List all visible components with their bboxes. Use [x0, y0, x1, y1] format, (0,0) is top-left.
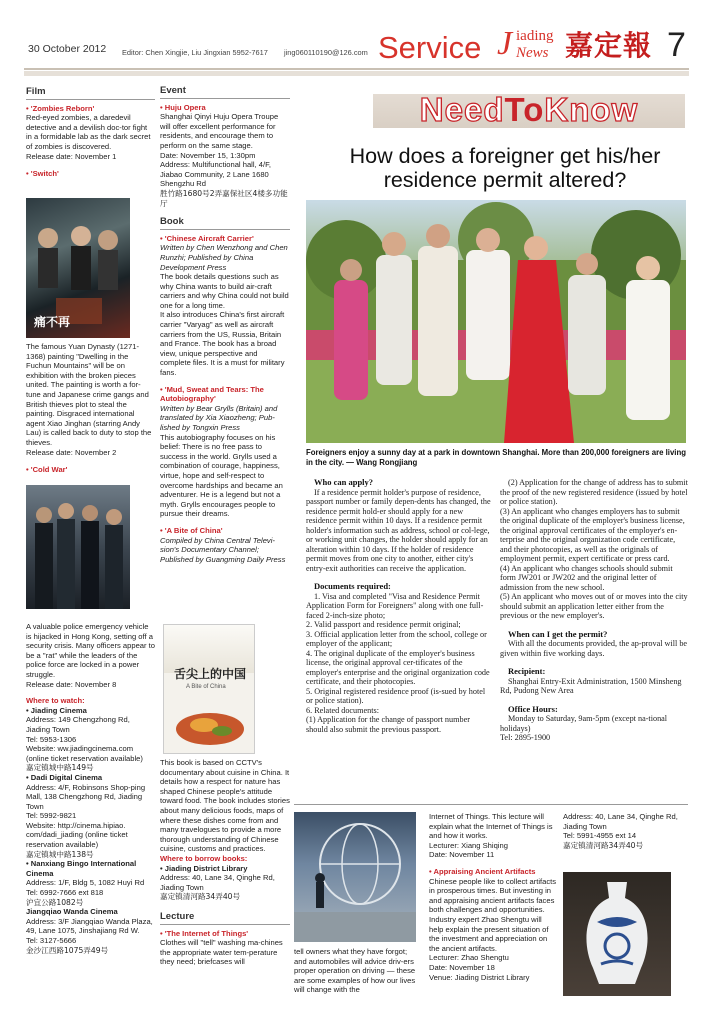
book-desc-carrier: The book details questions such as why China wants to build air-craft carriers and why China could not build one for a long time. It also introduces China's first aircraft carrier "Varyag" as well as aircraft carriers from the US, Russia, Britain and France. The book has a broad view, unique perspective and complete files. It is a must for military fans. [160, 272, 289, 378]
vase-photo [563, 872, 671, 996]
cover-food-art [164, 703, 255, 753]
kicker-need: Need [419, 91, 505, 128]
feature-column-2 [500, 478, 688, 743]
cinema-info-nanxiang: Address: 1/F, Bldg 5, 1082 Huyi Rd Tel: 6992-7666 ext 818 [26, 878, 145, 898]
feature-column-1 [306, 478, 492, 734]
cover-title-en: A Bite of China [186, 684, 226, 690]
cinema-info-dadi: Address: 4/F, Robinsons Shop-ping Mall, 138 Chengzhong Rd, Jiading Town Tel: 5992-9821 Website: http://cinema.hipiao. com/dadi_jiading (online ticket reservation available) [26, 782, 146, 850]
cinema-info-jiading: Address: 149 Chengzhong Rd, Jiading Town Tel: 5953-1306 Website: ww.jiadingcinema.com (online ticket reservation available) [26, 715, 143, 763]
photo-caption: Foreigners enjoy a sunny day at a park in downtown Shanghai. More than 200,000 foreigners are living in the city. — Wang Rongjiang [306, 448, 686, 467]
film-title-zombies: • 'Zombies Reborn' [26, 103, 95, 113]
need-to-know-banner [373, 91, 685, 128]
event-book-column [160, 86, 290, 564]
book-heading: Book [160, 217, 290, 230]
cover-title-cn: 舌尖上的中国 [174, 667, 247, 681]
event-cn-huju: 胜竹路1680号2弄嘉保社区4楼多功能厅 [160, 188, 288, 208]
film-desc-coldwar: A valuable police emergency vehicle is hijacked in Hong Kong, setting off a security crisis. Many officers appear to be a "rat" while the leaders of the police force are locked in a power struggle. Release date: November 8 [26, 622, 156, 689]
lecture-desc-iot-2: tell owners what they have forgot; and automobiles will advice driv-ers proper operation on driving — these are some examples of how our lives will change with the [294, 947, 416, 995]
cinema-cn-wanda: 金沙江西路1075弄49号 [26, 945, 109, 955]
library-name: • Jiading District Library [160, 863, 248, 873]
office-text: Monday to Saturday, 9am-5pm (except na-tional holidays) Tel: 2895-1900 [500, 714, 668, 742]
book-title-bite: • 'A Bite of China' [160, 525, 223, 535]
lecture-column-2 [294, 947, 418, 995]
film-column [26, 87, 155, 179]
cinema-info-wanda: Address: 3/F Jiangqiao Wanda Plaza, 49, Lane 1075, Jinshajiang Rd W. Tel: 3127-5666 [26, 916, 153, 945]
event-heading: Event [160, 86, 290, 99]
lecture-desc-iot-3: Internet of Things. This lecture will explain what the Internet of Things is and how it works. Lecturer: Xiang Shiqing Date: November 11 [429, 812, 553, 860]
lecture-column-4 [563, 812, 688, 850]
film-title-switch: • 'Switch' [26, 169, 59, 179]
lecture-title-artifacts: • Appraising Ancient Artifacts [429, 866, 536, 876]
book-desc-bite: This book is based on CCTV's documentary about cuisine in China. It details how a respect for nature has shaped Chinese people's attitude toward food. The book includes stories about many delicious foods, maps of where these dishes come from and many travelogues to provide a more thorough understanding of Chinese cuisine, customs and practices. [160, 758, 290, 854]
film-heading: Film [26, 87, 155, 100]
logo-letter: J [497, 25, 513, 62]
book-title-carrier: • 'Chinese Aircraft Carrier' [160, 233, 254, 243]
bite-of-china-cover [163, 624, 255, 754]
film-desc-zombies: Red-eyed zombies, a daredevil detective and a devilish doc-tor fight in a formidable lab as the dark secret of zombies is discovered. Release date: November 1 [26, 113, 151, 161]
cinema-name-wanda: Jiangqiao Wanda Cinema [26, 907, 118, 917]
park-photo-art [306, 200, 686, 443]
need-to-know-title [373, 90, 685, 130]
porcelain-vase-art [563, 872, 671, 996]
lecture-divider [294, 804, 688, 805]
chinese-masthead: 嘉定報 [565, 29, 653, 62]
library-cn: 嘉定镇清河路34弄40号 [160, 892, 241, 902]
editor-credit: Editor: Chen Xingjie, Liu Jingxian 5952-7617 [122, 48, 268, 57]
iot-lecture-photo [294, 812, 416, 942]
cinema-cn-jiading: 嘉定镇城中路149号 [26, 763, 94, 773]
book-desc-mud: This autobiography focuses on his belief: There is no free pass to success in the world. Grylls used a combination of courage, happiness, virtue, hope and self-respect to overcome hardships and became an adventurer. He is a legend but not a myth. Grylls encourages people to pursue their dreams. [160, 432, 283, 519]
header-band [24, 71, 689, 76]
film-title-coldwar: • 'Cold War' [26, 465, 68, 475]
docs-text: 1. Visa and completed "Visa and Residence Permit Application Form for Foreigners" along with one full-faced 2-inch-size photo; 2. Valid passport and residence permit original; 3. Official application letter from the school, college or employer of the applicant; 4. The original duplicate of the employer's business license, the original approval cer-tificates of the employer's enterprise and the original organization code certificate, and their photocopies. 5. Original registered residence proof (is-sued by hotel or police station). 6. Related documents: (1) Application for the change of passport number should also submit the previous passport. [306, 591, 490, 734]
logo-top: iading [516, 28, 554, 44]
who-heading: Who can apply? [314, 477, 374, 487]
when-heading: When can I get the permit? [508, 628, 608, 639]
office-heading: Office Hours: [508, 703, 558, 714]
lecture-heading: Lecture [160, 912, 290, 925]
issue-date: 30 October 2012 [28, 43, 107, 55]
book-meta-bite: Compiled by China Central Televi-sion's Documentary Channel; Published by Guangming Daily Press [160, 535, 286, 564]
who-text: If a residence permit holder's purpose of residence, passport number or family depen-dents has changed, the residence permit hold-er should apply for a new residence permit within 10 days. If a residence permit holder's information such as address, school or col-lege, or working unit changes, the holder should apply for an alteration within 10 days. If the holder of residence permit moves from one city to another, either city's entry-exit authorities can receive the application. [306, 487, 491, 573]
kicker-know: Know [544, 91, 639, 128]
where-to-watch-heading: Where to watch: [26, 696, 85, 706]
book-column-2 [160, 758, 290, 967]
film-column-2 [26, 342, 155, 475]
coldwar-poster [26, 485, 130, 609]
editor-email: jing060110190@126.com [284, 48, 368, 57]
cinema-name-jiading: • Jiading Cinema [26, 705, 87, 715]
cinema-cn-nanxiang: 沪宜公路1082号 [26, 897, 84, 907]
jiading-news-logo [497, 27, 557, 65]
event-desc-huju: Shanghai Qinyi Huju Opera Troupe will offer excellent performance for residents, and encourage them to perform on the same stage. Date: November 15, 1:30pm Address: Multifunctional hall, 4/F, Jiabao Community, 2 Lane 1680 Shengzhu Rd [160, 112, 279, 189]
feature-headline: How does a foreigner get his/her residence permit altered? [349, 144, 661, 192]
film-desc-switch: The famous Yuan Dynasty (1271-1368) painting "Dwelling in the Fuchun Mountains" will be on exhibition with the broken pieces united. The painting is worth a for-tune and Japanese crime gangs and British thieves plot to steal the painting. Disgraced international agent Xiao Jinghan (starring Andy Lau) is called back to duty to stop the thieves. Release date: November 2 [26, 342, 152, 457]
recipient-heading: Recipient: [508, 666, 546, 676]
event-title-huju: • Huju Opera [160, 102, 206, 112]
library-address: Address: 40, Lane 34, Qinghe Rd, Jiading Town [160, 873, 275, 892]
docs-heading: Documents required: [314, 581, 391, 591]
cinema-name-nanxiang: • Nanxiang Bingo International Cinema [26, 859, 137, 878]
lecture-column-3 [429, 812, 557, 982]
cinema-cn-dadi: 嘉定镇城中路138号 [26, 849, 94, 859]
page-number: 7 [667, 26, 686, 64]
recipient-text: Shanghai Entry-Exit Administration, 1500 Minsheng Rd, Pudong New Area [500, 676, 682, 695]
lecture-title-iot: • 'The Internet of Things' [160, 928, 249, 938]
switch-poster [26, 198, 130, 338]
globe-sculpture-art [294, 812, 416, 942]
docs-continued: (2) Application for the change of address has to submit the proof of the new registered residence (issued by hotel or police station). (3) An applicant who changes employers has to submit the original duplicate of the employer's business license, the original approval certificates of the employer's en-terprise and the original organization code certificate, and their photocopies, as well as the originals of employment permit, expert certificate or press card. (4) An applicant who changes schools should submit form JW201 or JW202 and the original letter of admission from the new school. (5) An applicant who moves out of or moves into the city should submit an application letter either from the previous or the new employer's. [500, 478, 688, 620]
header-rule [24, 68, 689, 70]
coldwar-poster-art [26, 485, 130, 609]
park-photo [306, 200, 686, 443]
logo-bottom: News [516, 45, 549, 61]
film-column-3 [26, 622, 155, 955]
section-title: Service [378, 30, 482, 65]
lecture-desc-artifacts: Chinese people like to collect artifacts in prosperous times. But investing in and appraising ancient artifacts faces both challenges and opportunities. Industry expert Zhao Shengtu will help explain the present situation of the investment and appreciation on the ancient artifacts. Lecturer: Zhao Shengtu Date: November 18 Venue: Jiading District Library [429, 876, 557, 982]
when-text: With all the documents provided, the ap-proval will be given within five working days. [500, 639, 688, 658]
book-title-mud: • 'Mud, Sweat and Tears: The Autobiography' [160, 384, 264, 404]
poster-title-switch: 痛不再 [34, 315, 71, 329]
venue-address: Address: 40, Lane 34, Qinghe Rd, Jiading Town Tel: 5991-4955 ext 14 [563, 812, 678, 841]
kicker-to: To [504, 91, 545, 128]
cinema-name-dadi: • Dadi Digital Cinema [26, 772, 103, 782]
book-meta-carrier: Written by Chen Wenzhong and Chen Runzhi; Published by China Development Press [160, 243, 288, 272]
lecture-desc-iot-1: Clothes will "tell" washing ma-chines the appropriate water tem-perature they need; briefcases will [160, 938, 283, 967]
venue-cn: 嘉定镇清河路34弄40号 [563, 840, 644, 850]
borrow-heading: Where to borrow books: [160, 853, 248, 863]
book-meta-mud: Written by Bear Grylls (Britain) and translated by Xia Xiaozheng; Pub-lished by Tongxin Press [160, 403, 278, 432]
